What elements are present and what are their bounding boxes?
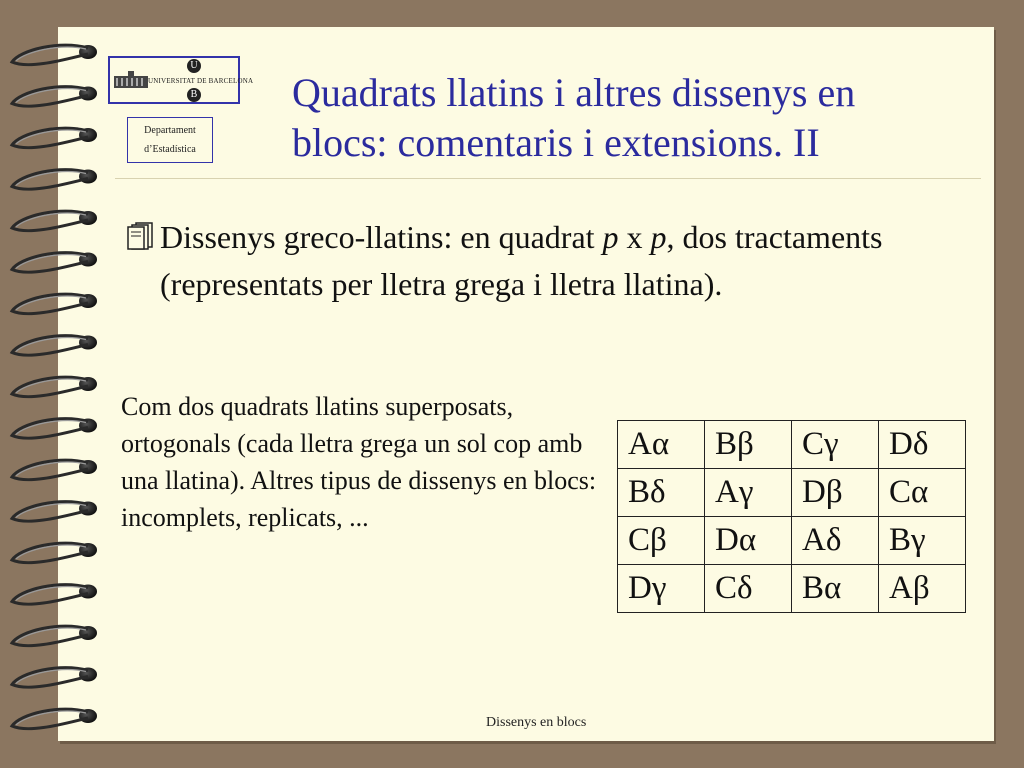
spiral-ring-icon [12,585,97,605]
bullet-var-p1: p [602,219,619,255]
spiral-ring-icon [12,128,97,148]
notebook-icon [126,221,154,251]
table-cell: Aα [618,421,705,469]
spiral-ring-icon [12,336,97,356]
title-divider [115,178,981,179]
table-cell: Bγ [879,517,966,565]
spiral-ring-icon [12,211,97,231]
table-row [618,421,966,469]
spiral-ring-icon [12,377,97,397]
note-paragraph: Com dos quadrats llatins superposats, ortogonals (cada lletra grega un sol cop amb una llatina). Altres tipus de dissenys en blocs: incomplets, replicats, ... [121,392,597,532]
university-name: UNIVERSITAT DE BARCELONA [148,77,254,85]
table-cell: Cα [879,469,966,517]
spiral-ring-icon [12,709,97,729]
department-label [127,117,213,163]
bullet-var-p2: p [650,219,667,255]
logo-letter-top: U [187,59,201,73]
spiral-ring-icon [12,87,97,107]
table-cell: Cβ [618,517,705,565]
table-cell: Dδ [879,421,966,469]
greco-latin-square [617,420,966,613]
title-line2: blocs: comentaris i extensions. II [292,120,820,165]
table-cell: Aβ [879,565,966,613]
table-cell: Aδ [792,517,879,565]
table-cell: Dβ [792,469,879,517]
table-row [618,517,966,565]
bullet-mid: x [618,219,651,255]
spiral-ring-icon [12,460,97,480]
bullet-suffix: , dos tractaments (representats per lletra grega i lletra llatina). [160,219,883,302]
spiral-ring-icon [12,294,97,314]
table-cell: Cγ [792,421,879,469]
bullet-prefix: Dissenys greco-llatins: en quadrat [160,219,603,255]
table-row [618,469,966,517]
university-logo [108,56,254,104]
table-cell: Cδ [705,565,792,613]
spiral-ring-icon [12,626,97,646]
table-cell: Aγ [705,469,792,517]
table-cell: Bα [792,565,879,613]
spiral-ring-icon [12,253,97,273]
department-line2: d’Estadística [144,144,196,155]
slide-title [292,68,982,168]
logo-letter-bottom: B [187,88,201,102]
department-line1: Departament [144,125,196,136]
table-cell: Bβ [705,421,792,469]
table-cell: Dγ [618,565,705,613]
bullet-greco-latin [160,214,960,308]
slide-footer: Dissenys en blocs [486,715,587,730]
table-row [618,565,966,613]
building-icon [114,70,148,90]
spiral-ring-icon [12,543,97,563]
table-cell: Dα [705,517,792,565]
spiral-binding [0,0,110,768]
spiral-ring-icon [12,502,97,522]
spiral-ring-icon [12,170,97,190]
title-line1: Quadrats llatins i altres dissenys en [292,70,856,115]
spiral-ring-icon [12,419,97,439]
spiral-ring-icon [12,668,97,688]
table-cell: Bδ [618,469,705,517]
spiral-ring-icon [12,45,97,65]
